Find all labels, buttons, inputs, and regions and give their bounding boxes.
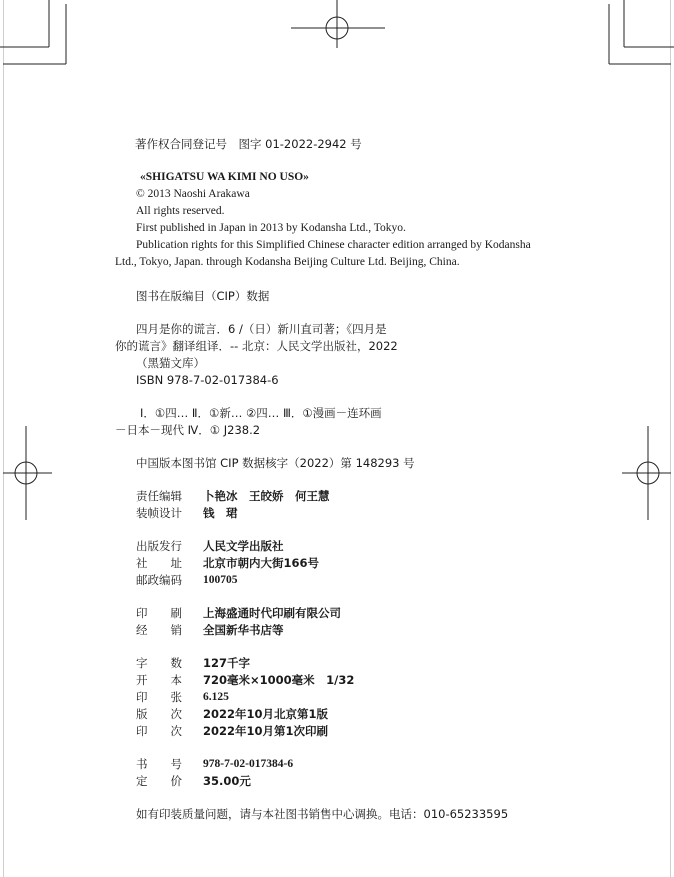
spec-label: 字 数	[136, 656, 182, 670]
cip-heading: 图书在版编目（CIP）数据	[136, 289, 270, 303]
credit-label: 装帧设计	[136, 506, 182, 520]
cip-library-number: 中国版本图书馆 CIP 数据核字（2022）第 148293 号	[136, 456, 415, 470]
pricing-value: 978-7-02-017384-6	[203, 758, 294, 770]
spec-label: 印 张	[136, 690, 182, 704]
publisher-label: 邮政编码	[136, 573, 182, 587]
spec-label: 印 次	[136, 724, 182, 738]
printing-value: 上海盛通时代印刷有限公司	[203, 606, 341, 620]
quality-contact-note: 如有印装质量问题，请与本社图书销售中心调换。电话：010-65233595	[136, 807, 509, 821]
spec-value: 720毫米×1000毫米 1/32	[203, 673, 355, 687]
publisher-label: 社 址	[136, 556, 182, 570]
credit-value: 钱 珺	[203, 506, 238, 520]
spec-value: 2022年10月北京第1版	[203, 707, 329, 721]
spec-value: 2022年10月第1次印刷	[203, 724, 329, 738]
cip-classification-1: Ⅰ．①四… Ⅱ．①新… ②四… Ⅲ．①漫画－连环画	[140, 406, 382, 420]
pricing-label: 书 号	[136, 757, 182, 771]
credit-label: 责任编辑	[136, 489, 182, 503]
cip-line-3: （黑猫文库）	[136, 356, 205, 370]
cip-line-2: 你的谎言》翻译组译．-- 北京：人民文学出版社，2022	[115, 339, 398, 353]
publisher-label: 出版发行	[136, 539, 182, 553]
spec-value: 127千字	[203, 656, 251, 670]
pricing-value: 35.00元	[203, 774, 251, 788]
printing-label: 印 刷	[136, 606, 182, 620]
printing-label: 经 销	[136, 623, 182, 637]
publication-rights-line-1: Publication rights for this Simplified Chinese character edition arranged by Kodansha	[136, 239, 531, 251]
publisher-value: 100705	[203, 574, 238, 586]
credit-value: 卜艳冰 王皎娇 何王慧	[203, 489, 330, 503]
spec-label: 版 次	[136, 707, 182, 721]
publication-rights-line-2: Ltd., Tokyo, Japan. through Kodansha Beijing Culture Ltd. Beijing, China.	[115, 256, 460, 268]
printing-value: 全国新华书店等	[203, 623, 284, 637]
cip-isbn: ISBN 978-7-02-017384-6	[136, 373, 279, 387]
first-published: First published in Japan in 2013 by Kodansha Ltd., Tokyo.	[136, 222, 406, 234]
pricing-label: 定 价	[136, 774, 182, 788]
publisher-value: 人民文学出版社	[203, 539, 284, 553]
copyright-registration: 著作权合同登记号 图字 01-2022-2942 号	[135, 137, 362, 151]
cip-line-1: 四月是你的谎言．6 /（日）新川直司著；《四月是	[136, 322, 387, 336]
rights-reserved: All rights reserved.	[136, 205, 225, 217]
spec-label: 开 本	[136, 673, 182, 687]
publisher-value: 北京市朝内大街166号	[203, 556, 320, 570]
cip-classification-2: －日本－现代 Ⅳ．① J238.2	[115, 423, 261, 437]
original-copyright: © 2013 Naoshi Arakawa	[136, 188, 250, 200]
spec-value: 6.125	[203, 691, 229, 703]
original-title: «SHIGATSU WA KIMI NO USO»	[140, 171, 309, 183]
